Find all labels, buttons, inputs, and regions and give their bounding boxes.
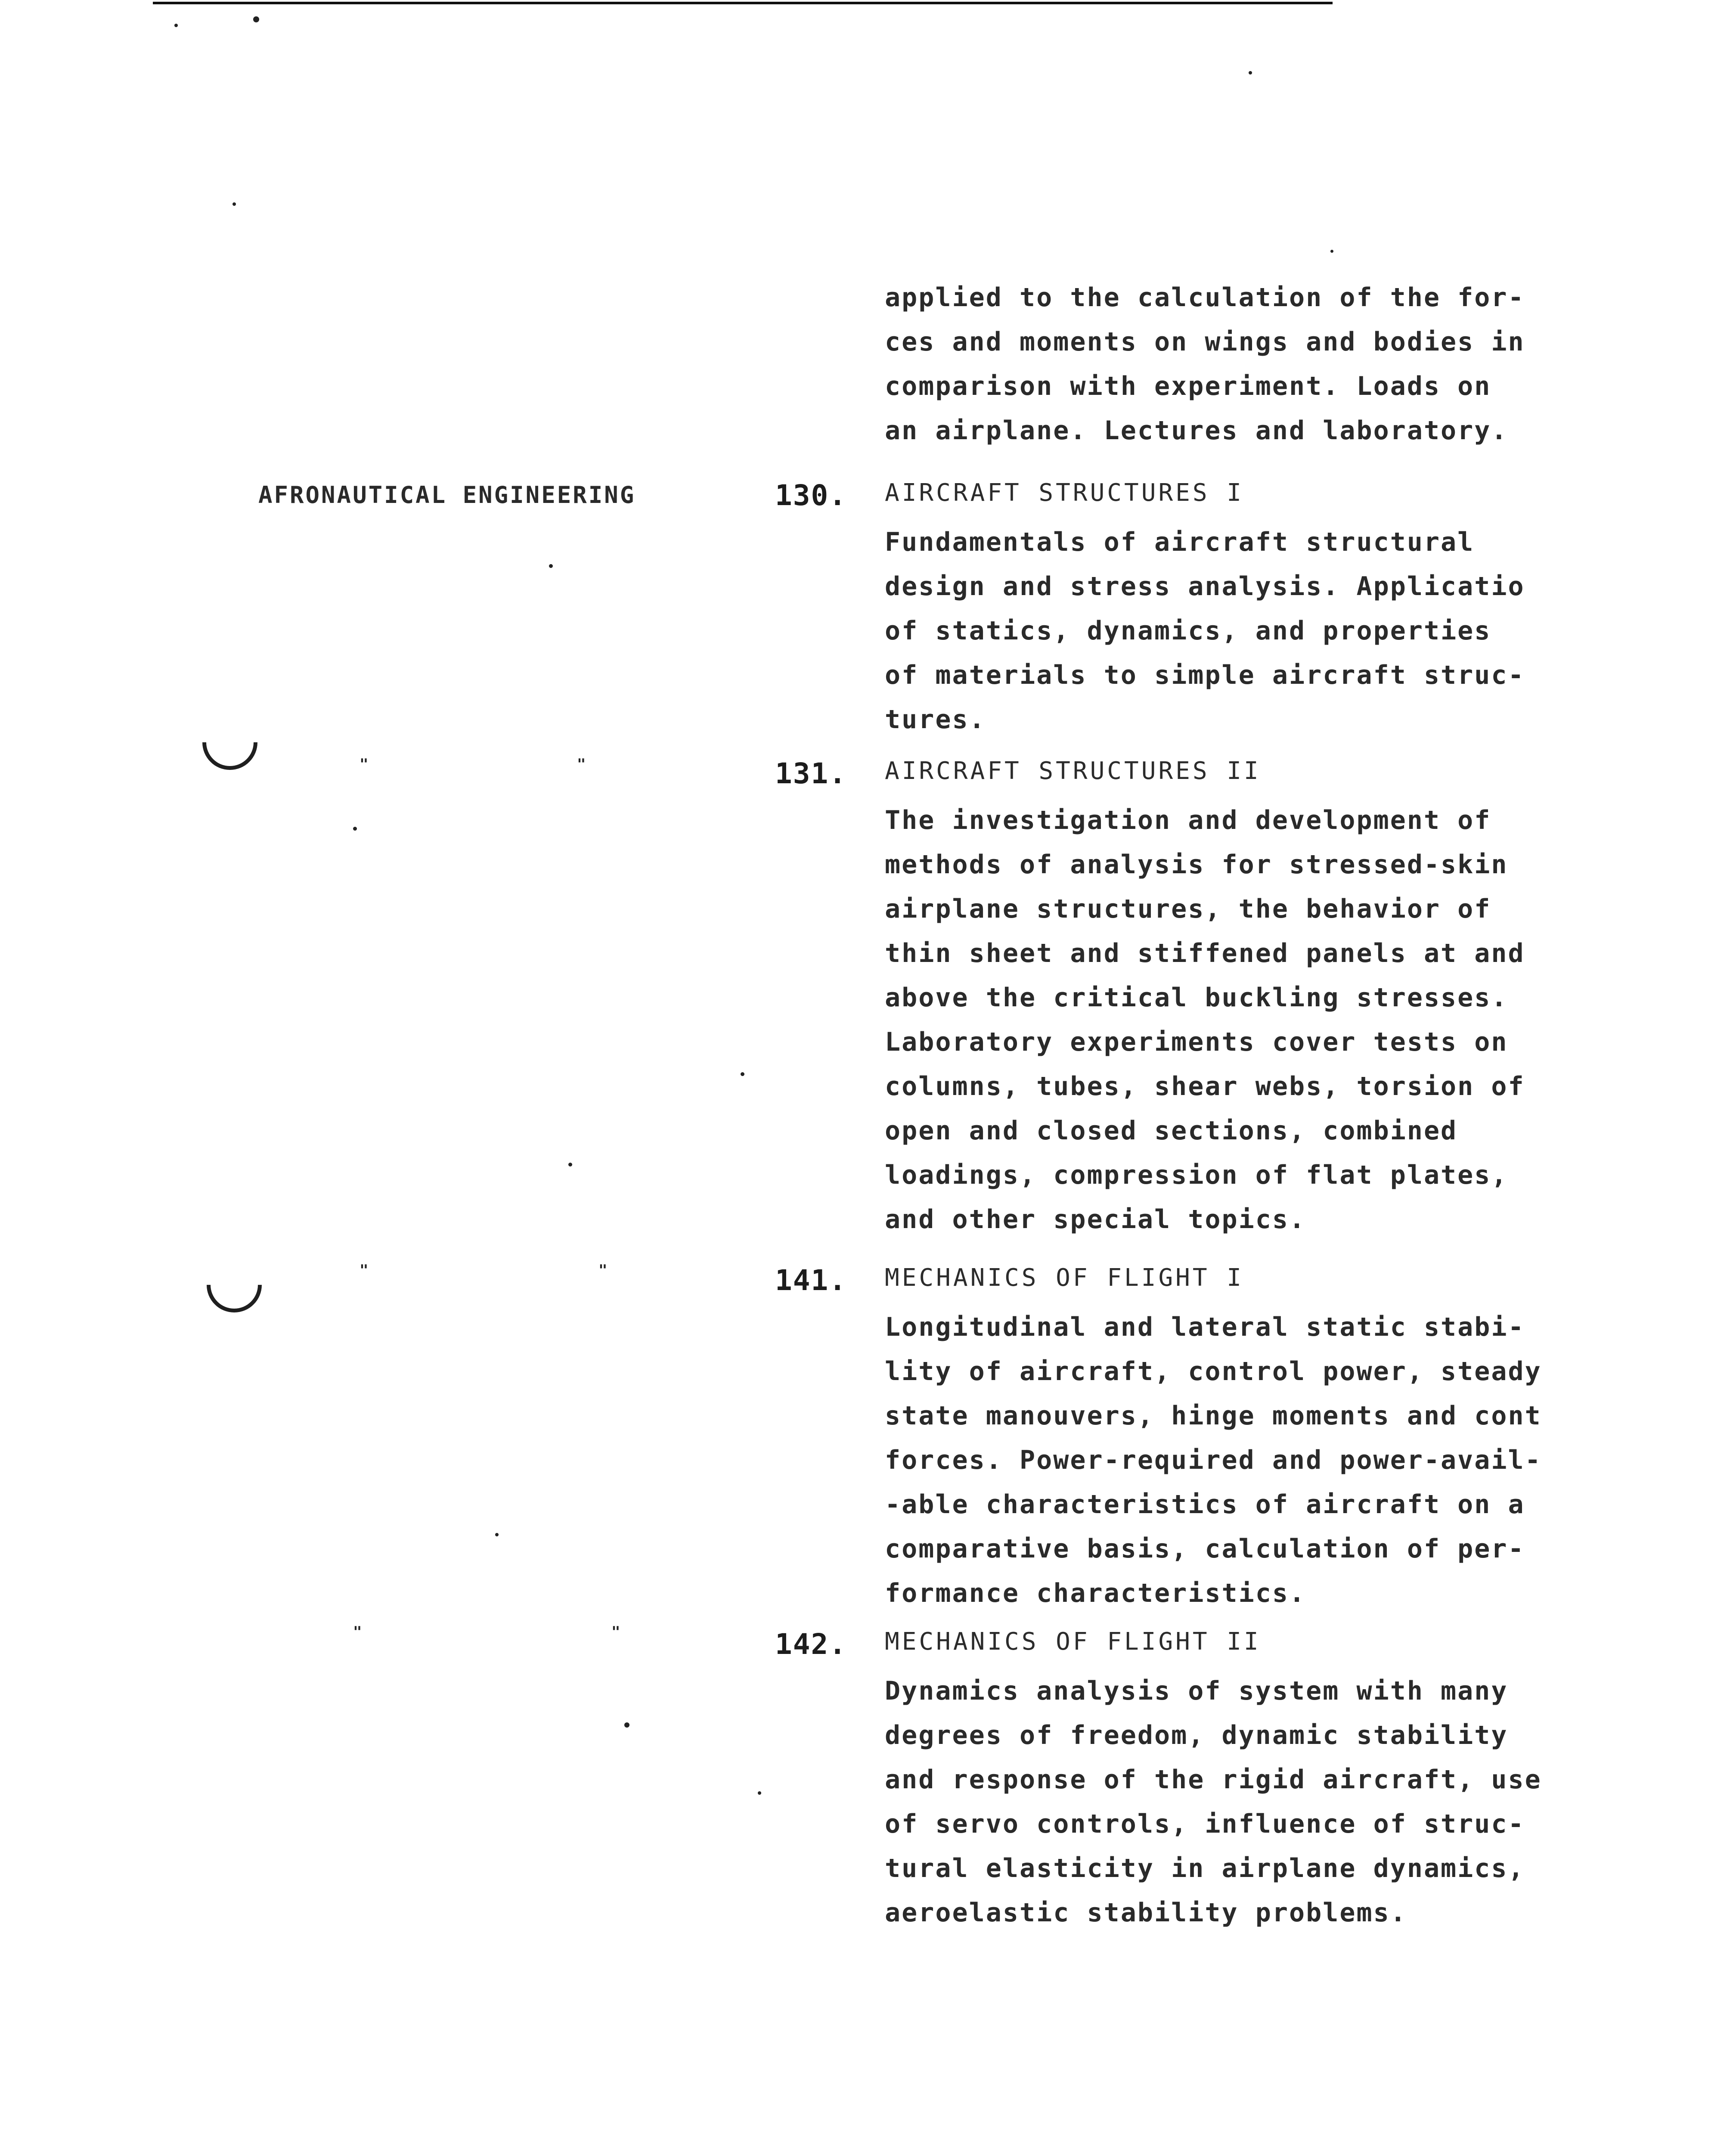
text-line: Laboratory experiments cover tests on — [885, 1027, 1508, 1057]
scan-speck — [741, 1072, 744, 1076]
course-number: 130. — [775, 479, 847, 512]
text-line: The investigation and development of — [885, 805, 1491, 835]
course-number: 141. — [775, 1264, 847, 1297]
ditto-mark: " — [611, 1623, 620, 1641]
text-line: columns, tubes, shear webs, torsion of — [885, 1071, 1525, 1101]
text-line: methods of analysis for stressed-skin — [885, 850, 1508, 880]
scan-speck — [353, 827, 357, 831]
text-line: loadings, compression of flat plates, — [885, 1160, 1508, 1190]
text-line: Longitudinal and lateral static stabi- — [885, 1312, 1525, 1342]
text-line: above the critical buckling stresses. — [885, 983, 1508, 1013]
course-title: AIRCRAFT STRUCTURES II — [885, 757, 1261, 785]
course-title: MECHANICS OF FLIGHT I — [885, 1264, 1244, 1292]
text-line: thin sheet and stiffened panels at and — [885, 938, 1525, 968]
text-line: forces. Power-required and power-avail- — [885, 1445, 1542, 1475]
text-line: applied to the calculation of the for- — [885, 282, 1525, 313]
text-line: of materials to simple aircraft struc- — [885, 660, 1525, 690]
course-description — [885, 1669, 1617, 1935]
text-line: -able characteristics of aircraft on a — [885, 1489, 1525, 1520]
ditto-mark: " — [577, 756, 586, 773]
course-number: 131. — [775, 757, 847, 790]
text-line: tural elasticity in airplane dynamics, — [885, 1853, 1525, 1883]
ditto-mark: " — [360, 1262, 369, 1279]
scan-speck — [174, 24, 178, 27]
text-line: Dynamics analysis of system with many — [885, 1676, 1508, 1706]
text-line: an airplane. Lectures and laboratory. — [885, 416, 1508, 446]
binder-hole-mark — [191, 703, 269, 781]
scan-speck — [1249, 71, 1252, 74]
text-line: open and closed sections, combined — [885, 1116, 1458, 1146]
course-description — [885, 520, 1617, 742]
text-line: aeroelastic stability problems. — [885, 1898, 1407, 1928]
text-line: ces and moments on wings and bodies in — [885, 327, 1525, 357]
course-title: MECHANICS OF FLIGHT II — [885, 1628, 1261, 1656]
text-line: comparison with experiment. Loads on — [885, 371, 1491, 401]
scan-speck — [568, 1163, 572, 1166]
ditto-mark: " — [598, 1262, 608, 1279]
text-line: of statics, dynamics, and properties — [885, 616, 1491, 646]
text-line: airplane structures, the behavior of — [885, 894, 1491, 924]
ditto-mark: " — [360, 756, 369, 773]
text-line: design and stress analysis. Applicatio — [885, 571, 1525, 602]
scan-speck — [624, 1722, 629, 1728]
course-number: 142. — [775, 1628, 847, 1661]
text-line: state manouvers, hinge moments and cont — [885, 1401, 1542, 1431]
binder-hole-mark — [195, 1246, 273, 1324]
department-heading: AFRONAUTICAL ENGINEERING — [258, 481, 636, 509]
text-line: comparative basis, calculation of per- — [885, 1534, 1525, 1564]
scan-speck — [232, 202, 236, 206]
text-line: and response of the rigid aircraft, use — [885, 1765, 1542, 1795]
scan-speck — [1330, 250, 1333, 253]
text-line: tures. — [885, 704, 986, 735]
page-top-edge — [153, 2, 1333, 4]
text-line: and other special topics. — [885, 1204, 1306, 1235]
text-line: degrees of freedom, dynamic stability — [885, 1720, 1508, 1750]
text-line: Fundamentals of aircraft structural — [885, 527, 1475, 557]
text-line: lity of aircraft, control power, steady — [885, 1356, 1542, 1387]
scan-speck — [549, 564, 553, 568]
course-title: AIRCRAFT STRUCTURES I — [885, 479, 1244, 507]
course-description — [885, 1305, 1617, 1616]
text-line: of servo controls, influence of struc- — [885, 1809, 1525, 1839]
text-line: formance characteristics. — [885, 1578, 1306, 1608]
scan-speck — [758, 1791, 761, 1795]
intro-paragraph — [885, 276, 1617, 453]
scan-speck — [495, 1533, 499, 1536]
ditto-mark: " — [353, 1623, 362, 1641]
course-description — [885, 798, 1617, 1242]
scan-speck — [253, 16, 259, 22]
